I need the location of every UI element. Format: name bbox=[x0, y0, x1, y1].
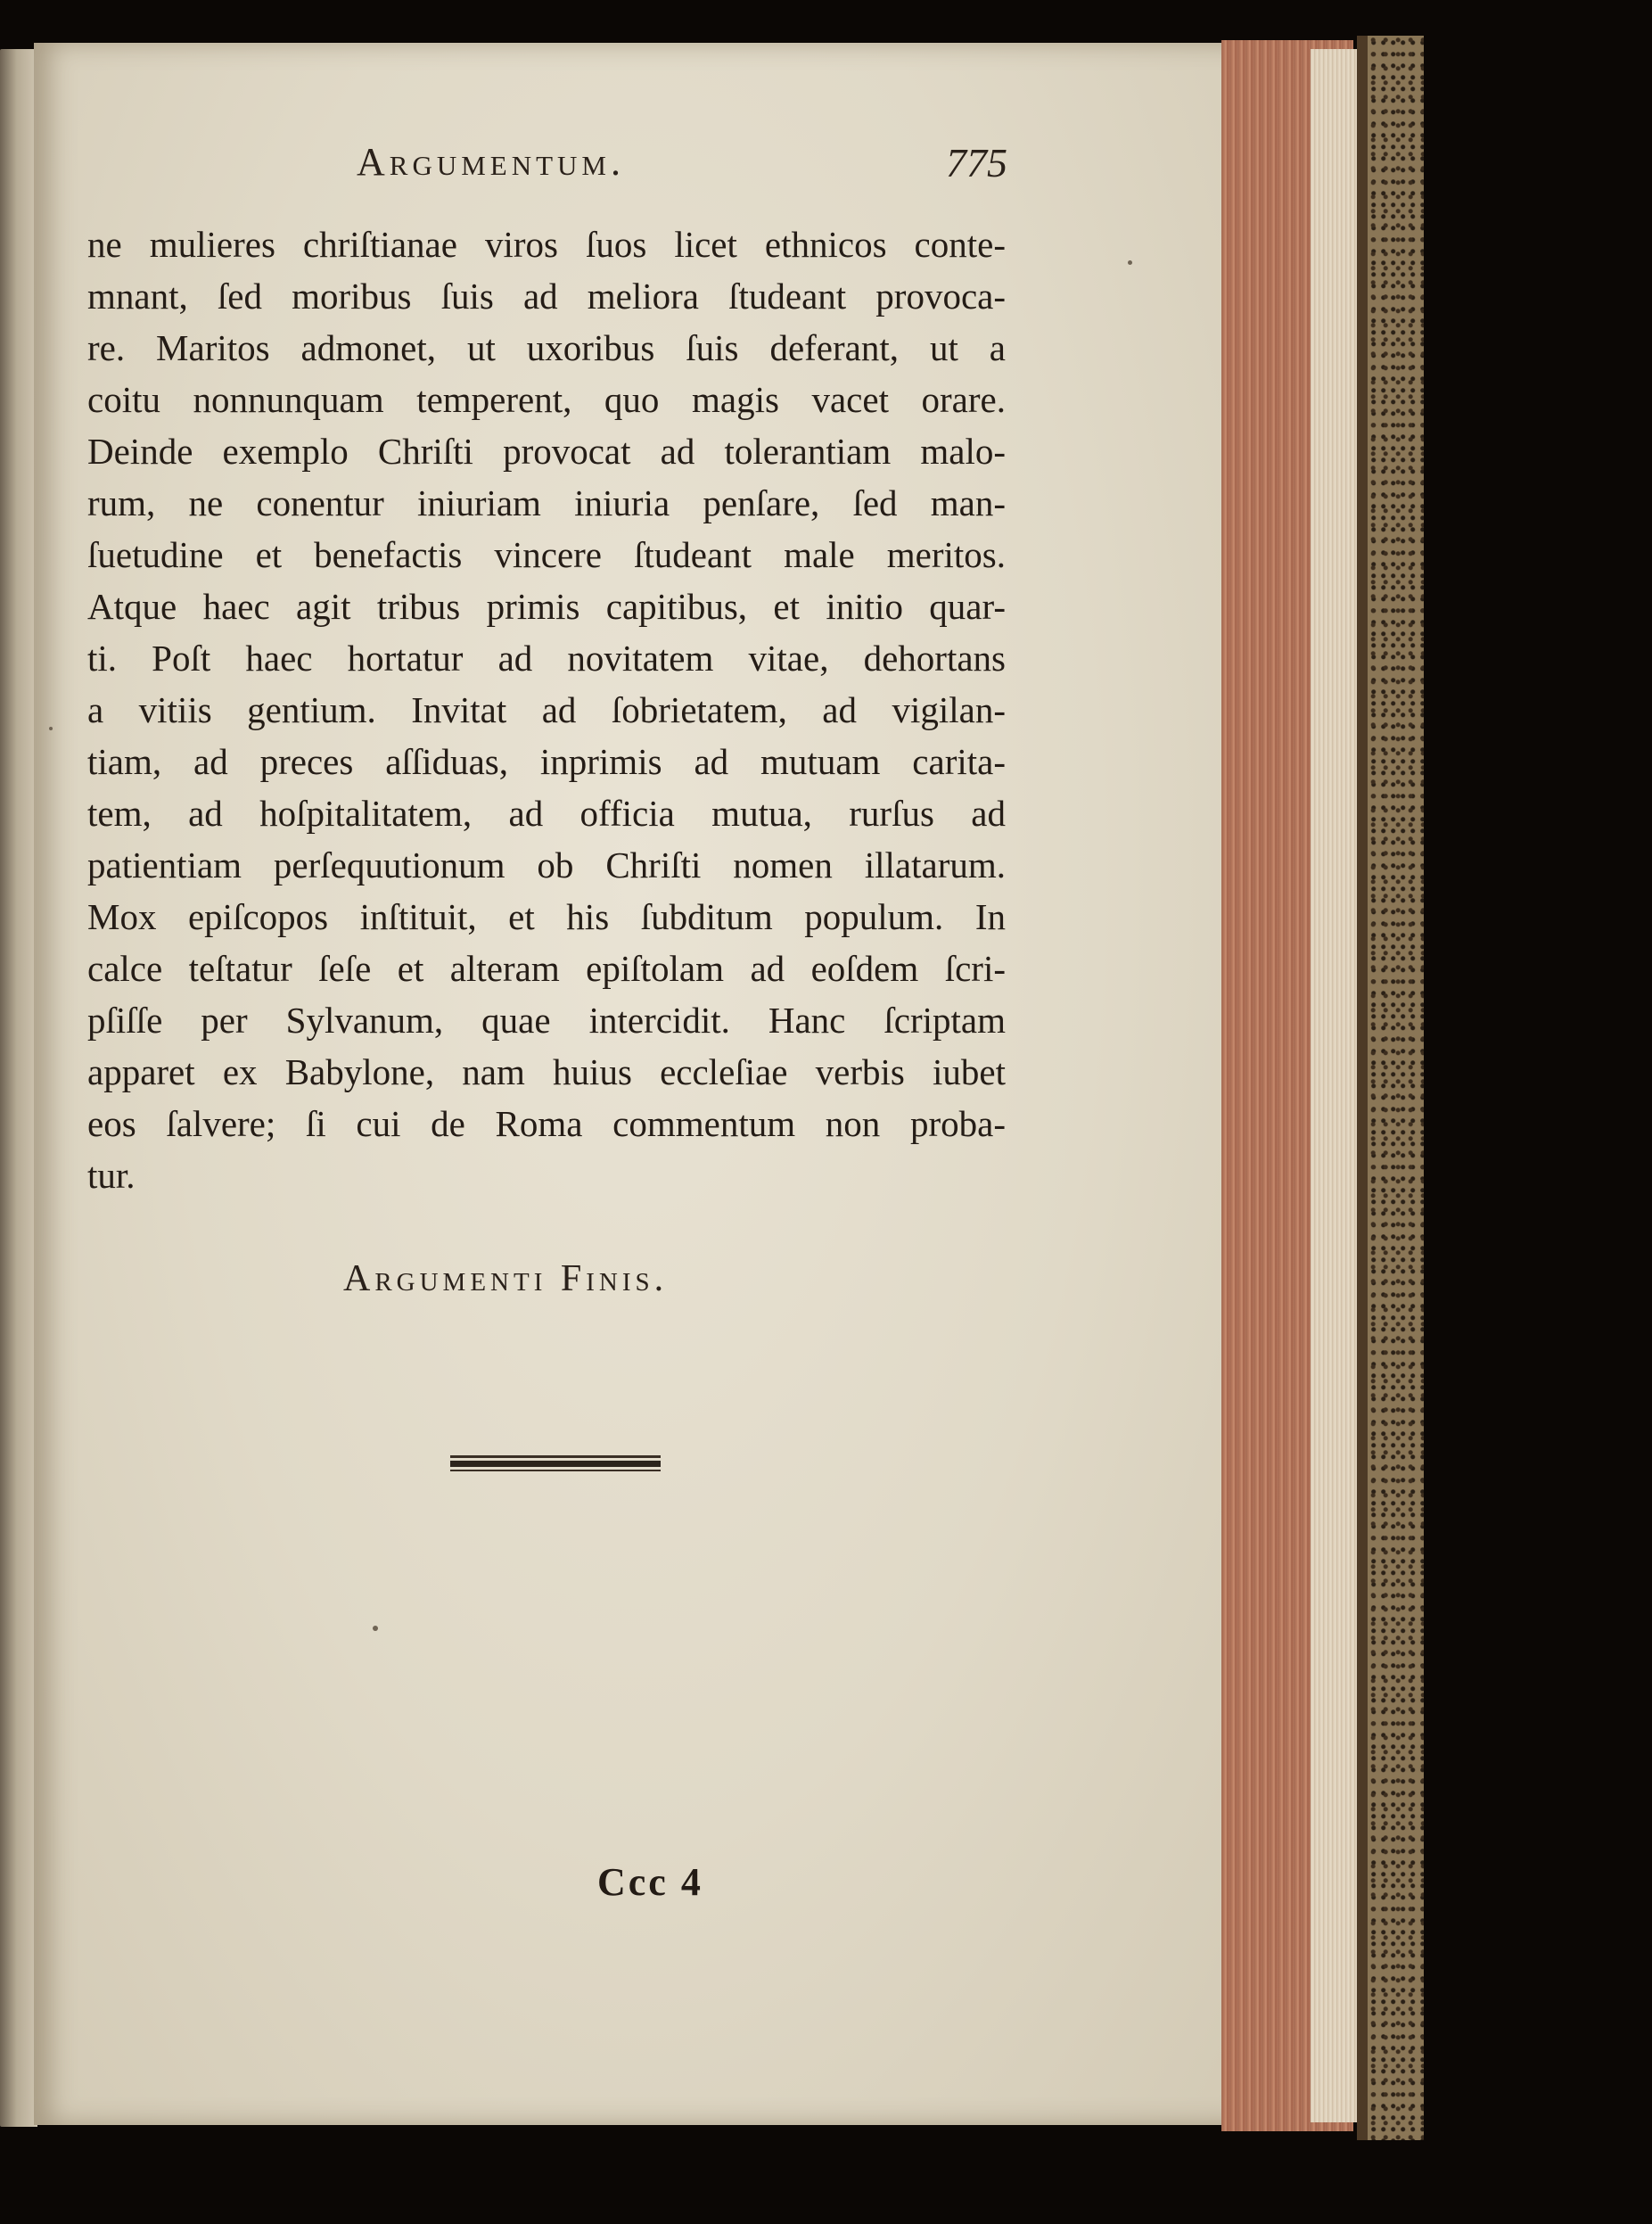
text-line: a vitiis gentium. Invitat ad ſobrietatem, ad vigilan- bbox=[87, 689, 1006, 730]
body-text bbox=[87, 218, 1006, 1201]
signature-mark: Ccc 4 bbox=[597, 1860, 703, 1904]
ornamental-rule bbox=[450, 1454, 661, 1473]
left-page-edge bbox=[0, 49, 37, 2127]
page-block-inner-edge bbox=[1311, 49, 1364, 2122]
closing-heading: Argumenti Finis. bbox=[343, 1258, 669, 1299]
text-line: calce teſtatur ſeſe et alteram epiſtolam ad eoſdem ſcri- bbox=[87, 948, 1006, 989]
text-line: patientiam perſequutionum ob Chriſti nomen illatarum. bbox=[87, 844, 1006, 885]
text-line: Mox epiſcopos inſtituit, et his ſubditum populum. In bbox=[87, 896, 1006, 937]
text-line: coitu nonnunquam temperent, quo magis vacet orare. bbox=[87, 379, 1006, 420]
text-line: ſuetudine et benefactis vincere ſtudeant male meritos. bbox=[87, 534, 1006, 575]
cover-edge bbox=[1357, 36, 1368, 2140]
text-line: pſiſſe per Sylvanum, quae intercidit. Hanc ſcriptam bbox=[87, 1000, 1006, 1041]
text-line: Deinde exemplo Chriſti provocat ad tolerantiam malo- bbox=[87, 431, 1006, 472]
text-line: ne mulieres chriſtianae viros ſuos licet ethnicos conte- bbox=[87, 224, 1006, 265]
text-line: tem, ad hoſpitalitatem, ad officia mutua, rurſus ad bbox=[87, 793, 1006, 834]
paper-speck bbox=[1128, 260, 1132, 265]
text-line: Atque haec agit tribus primis capitibus, et initio quar- bbox=[87, 586, 1006, 627]
text-line: apparet ex Babylone, nam huius eccleſiae verbis iubet bbox=[87, 1051, 1006, 1092]
paper-speck bbox=[49, 727, 53, 730]
text-line: re. Maritos admonet, ut uxoribus ſuis deferant, ut a bbox=[87, 327, 1006, 368]
text-line: eos ſalvere; ſi cui de Roma commentum non proba- bbox=[87, 1103, 1006, 1144]
text-line: tiam, ad preces aſſiduas, inprimis ad mutuam carita- bbox=[87, 741, 1006, 782]
running-head: Argumentum. bbox=[357, 140, 626, 184]
page-header bbox=[357, 134, 1007, 196]
text-line: ti. Poſt haec hortatur ad novitatem vitae, dehortans bbox=[87, 638, 1006, 679]
text-line: rum, ne conentur iniuriam iniuria penſare, ſed man- bbox=[87, 482, 1006, 523]
text-line: tur. bbox=[87, 1155, 136, 1196]
text-line: mnant, ſed moribus ſuis ad meliora ſtudeant provoca- bbox=[87, 276, 1006, 317]
page-number: 775 bbox=[946, 140, 1007, 185]
paper-speck bbox=[373, 1626, 378, 1631]
